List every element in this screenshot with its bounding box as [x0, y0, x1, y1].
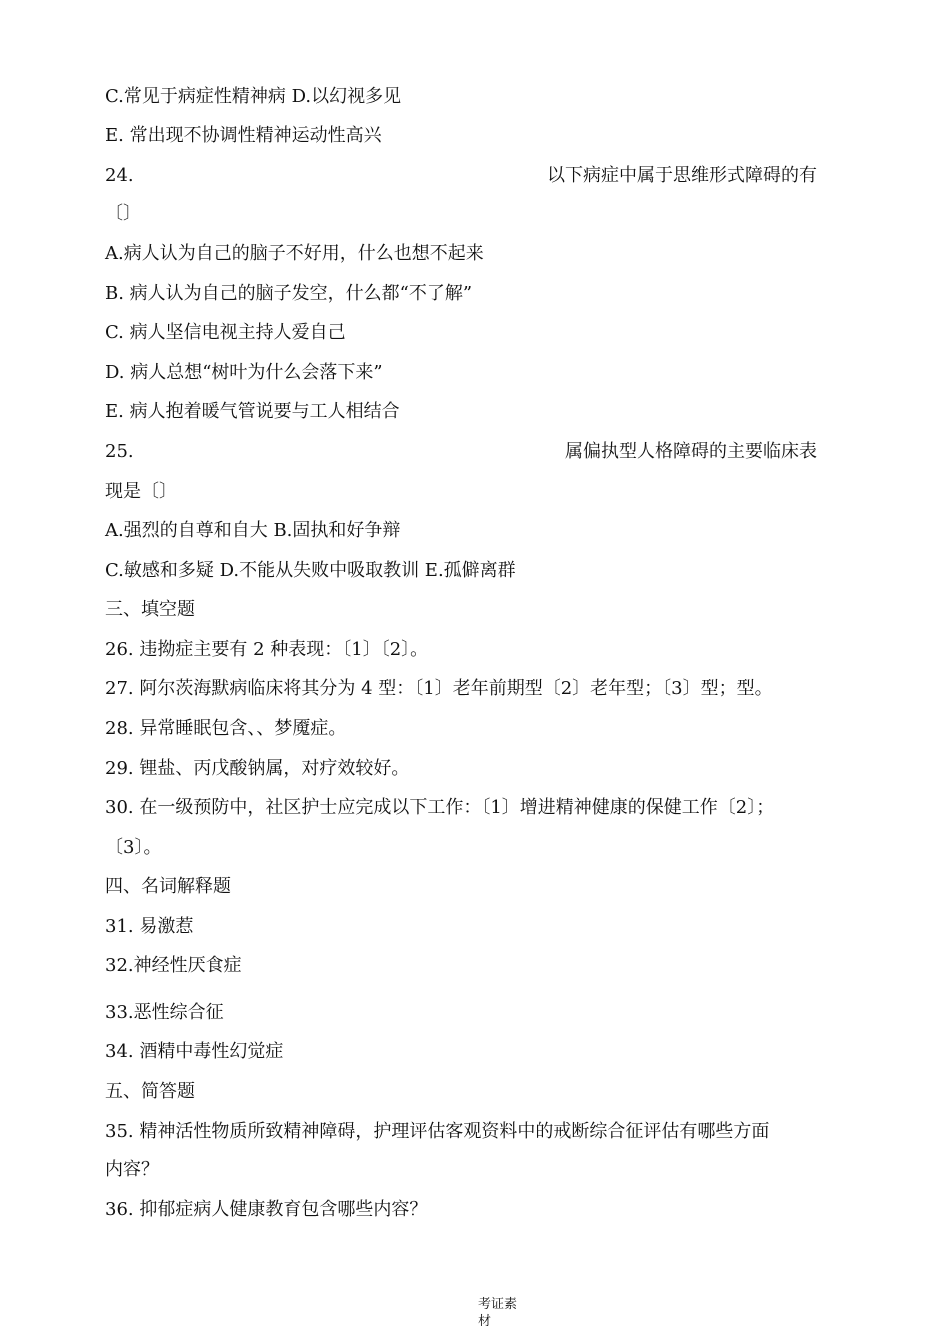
- question-number: 24.: [105, 165, 134, 186]
- option-line: D. 病人总想“树叶为什么会落下来”: [105, 362, 383, 383]
- question-number: 25.: [105, 441, 134, 462]
- question-line: 35. 精神活性物质所致精神障碍，护理评估客观资料中的戒断综合征评估有哪些方面: [105, 1121, 770, 1142]
- option-line: E. 常出现不协调性精神运动性高兴: [105, 125, 382, 146]
- section-heading: 四、名词解释题: [105, 876, 231, 897]
- question-line: 33.恶性综合征: [105, 1002, 224, 1023]
- option-line: A.病人认为自己的脑子不好用，什么也想不起来: [105, 243, 484, 264]
- option-line: A.强烈的自尊和自大 B.固执和好争辩: [105, 520, 401, 541]
- question-text-continued: 现是〔〕: [105, 481, 177, 502]
- option-line: C. 病人坚信电视主持人爱自己: [105, 322, 346, 343]
- question-line-continued: 内容？: [105, 1159, 159, 1180]
- page-footer: 考证素材: [478, 1297, 518, 1329]
- option-line: B. 病人认为自己的脑子发空，什么都“不了解”: [105, 283, 473, 304]
- question-line: 26. 违拗症主要有 2 种表现：〔1〕〔2〕。: [105, 639, 429, 660]
- answer-bracket: 〔〕: [105, 203, 141, 224]
- question-line: 34. 酒精中毒性幻觉症: [105, 1041, 284, 1062]
- option-line: C.敏感和多疑 D.不能从失败中吸取教训 E.孤僻离群: [105, 560, 516, 581]
- question-line: 32.神经性厌食症: [105, 955, 242, 976]
- question-line: 36. 抑郁症病人健康教育包含哪些内容？: [105, 1199, 428, 1220]
- question-line: 31. 易激惹: [105, 916, 194, 937]
- question-line: 29. 锂盐、丙戊酸钠属，对疗效较好。: [105, 758, 410, 779]
- question-line-continued: 〔3〕。: [105, 837, 162, 858]
- section-heading: 五、简答题: [105, 1081, 195, 1102]
- question-text: 属偏执型人格障碍的主要临床表: [565, 441, 817, 462]
- question-line: 28. 异常睡眠包含、、梦魇症。: [105, 718, 347, 739]
- question-text: 以下病症中属于思维形式障碍的有: [547, 165, 817, 186]
- question-line: 30. 在一级预防中，社区护士应完成以下工作：〔1〕增进精神健康的保健工作〔2〕；: [105, 797, 775, 818]
- question-line: 27. 阿尔茨海默病临床将其分为 4 型：〔1〕老年前期型〔2〕老年型；〔3〕型；型。: [105, 678, 773, 699]
- option-line: E. 病人抱着暖气管说要与工人相结合: [105, 401, 400, 422]
- option-line: C.常见于病症性精神病 D.以幻视多见: [105, 86, 402, 107]
- section-heading: 三、填空题: [105, 599, 195, 620]
